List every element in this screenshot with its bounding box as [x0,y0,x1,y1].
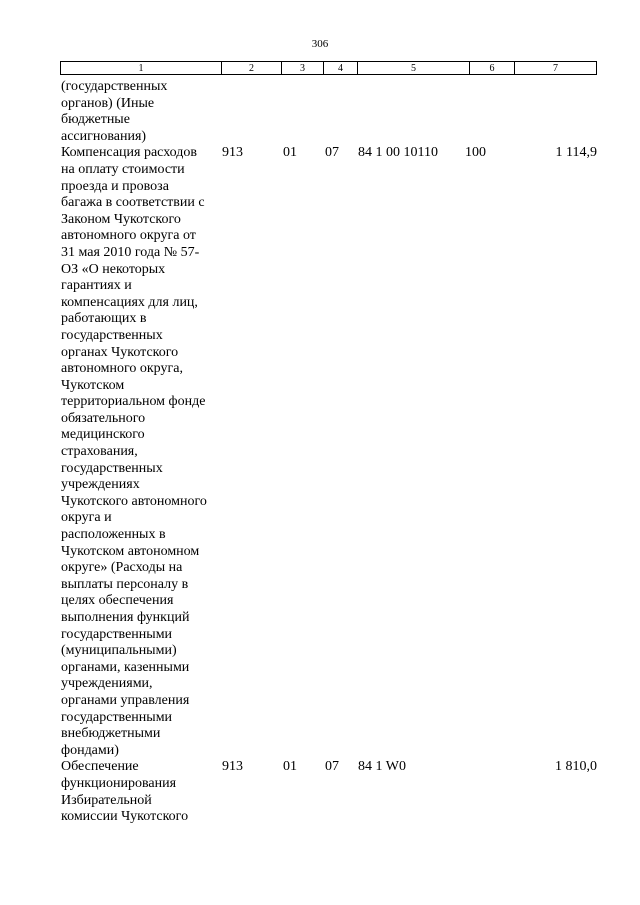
table-row [61,759,601,825]
description-line: Чукотского автономного [61,493,207,509]
column-number-3: 3 [282,62,324,74]
cell-subsection: 07 [325,145,339,161]
column-number-7: 7 [553,63,558,74]
cell-subsection: 07 [325,759,339,775]
description-line: на оплату стоимости [61,161,185,177]
column-number-5: 5 [358,62,470,74]
description-line: округе» (Расходы на [61,560,183,576]
description-line: медицинского [61,427,145,443]
description-line: бюджетные [61,112,130,128]
description-line: государственных [61,460,163,476]
cell-target-article: 84 1 W0 [358,759,406,775]
row-description [61,759,222,825]
description-line: внебюджетными [61,726,161,742]
description-line: Компенсация расходов [61,145,197,161]
cell-target-article: 84 1 00 10110 [358,145,438,161]
column-number-1: 1 [61,62,222,74]
description-line: расположенных в [61,527,166,543]
column-number-4: 4 [324,62,358,74]
description-line: функционирования [61,775,177,791]
cell-amount: 1 810,0 [555,759,597,775]
description-line: ассигнования) [61,128,147,144]
description-line: государственных [61,327,163,343]
description-line: органов) (Иные [61,95,155,111]
description-line: выполнения функций [61,610,190,625]
column-number-2: 2 [222,62,282,74]
cell-amount: 1 114,9 [555,145,597,161]
description-line: Чукотском [61,377,125,393]
table-row [61,79,601,145]
description-line: целях обеспечения [61,593,174,609]
description-line: (государственных [61,79,168,94]
description-line: автономного округа от [61,228,196,244]
description-line: фондами) [61,742,119,758]
description-line: Избирательной [61,792,152,808]
table-body [61,79,601,826]
description-line: органами управления [61,692,190,708]
description-line: органах Чукотского [61,344,179,360]
description-line: территориальном фонде [61,394,206,410]
column-number-6: 6 [470,62,515,74]
cell-expense-type: 100 [465,145,486,161]
description-line: учреждениями, [61,676,153,692]
description-line: компенсациях для лиц, [61,294,198,310]
row-description [61,145,222,759]
description-line: органами, казенными [61,659,190,675]
description-line: Обеспечение [61,759,139,775]
description-line: проезда и провоза [61,178,169,194]
description-line: (муниципальными) [61,643,177,659]
cell-ministry-code: 913 [222,759,243,775]
description-line: учреждениях [61,477,140,493]
description-line: обязательного [61,410,146,426]
description-line: Чукотском автономном [61,543,200,559]
description-line: работающих в [61,311,147,327]
description-line: комиссии Чукотского [61,809,189,825]
table-column-header [60,61,597,75]
cell-ministry-code: 913 [222,145,243,161]
description-line: округа и [61,510,112,526]
cell-section: 01 [283,145,297,161]
row-description [61,79,222,145]
description-line: государственными [61,709,173,725]
description-line: 31 мая 2010 года № 57- [61,244,200,260]
cell-section: 01 [283,759,297,775]
description-line: Законом Чукотского [61,211,181,227]
description-line: страхования, [61,444,138,460]
description-line: выплаты персоналу в [61,576,189,592]
description-line: государственными [61,626,173,642]
description-line: ОЗ «О некоторых [61,261,166,277]
description-line: гарантиях и [61,278,132,294]
description-line: багажа в соответствии с [61,195,205,211]
page-number: 306 [311,38,329,50]
table-row [61,145,601,759]
description-line: автономного округа, [61,361,183,377]
